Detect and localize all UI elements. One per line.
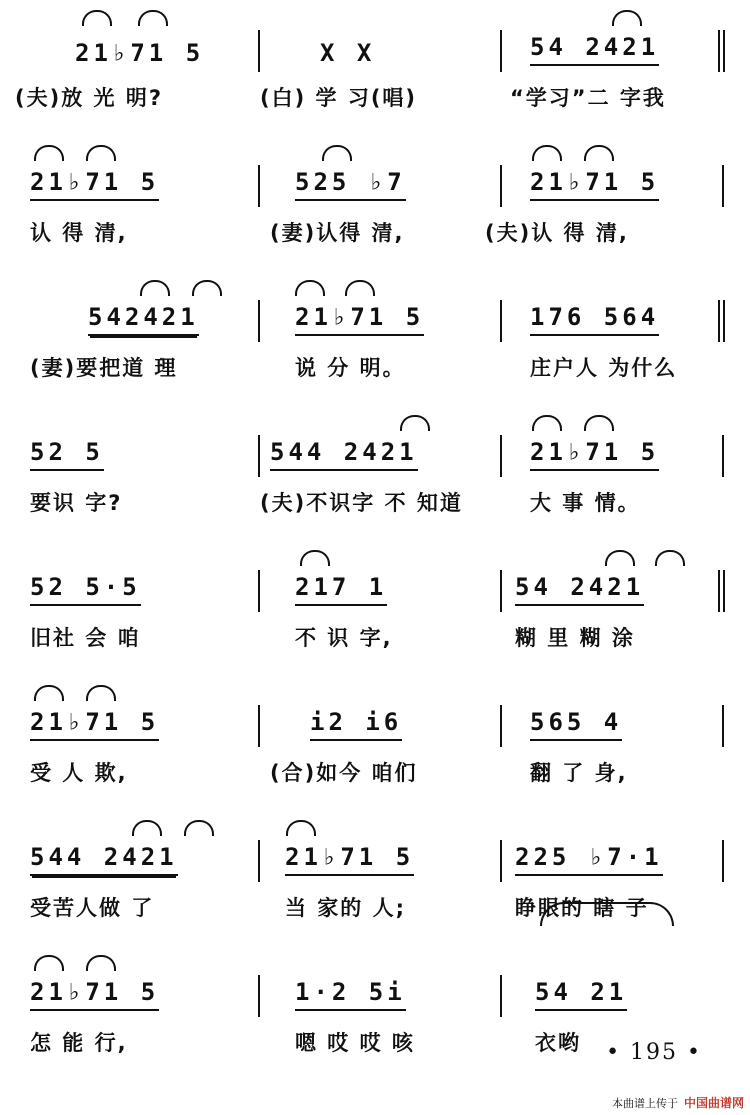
lyric: 旧社 会 咱: [30, 626, 141, 650]
page-number: • 195 •: [606, 1040, 702, 1065]
barline: [500, 975, 502, 1017]
measure: [30, 675, 230, 805]
notes: 54 21: [535, 979, 627, 1011]
watermark: [612, 1094, 744, 1111]
notes: 544 2421: [270, 439, 418, 471]
lyric: 翻 了 身,: [530, 761, 628, 785]
lyric: (夫)认 得 清,: [485, 221, 629, 245]
score-system-1: [0, 0, 750, 130]
notes: 52 5·5: [30, 574, 141, 606]
barline: [722, 435, 724, 477]
score-system-2: [0, 135, 750, 265]
barline: [500, 30, 502, 72]
lyric: 受 人 欺,: [30, 761, 128, 785]
measure: [270, 135, 445, 265]
notes: 21♭71 5: [530, 169, 659, 201]
watermark-text: 本曲谱上传于: [611, 1096, 678, 1110]
notes: i2 i6: [310, 709, 402, 741]
barline: [258, 165, 260, 207]
measure: [285, 810, 445, 940]
barline: [258, 570, 260, 612]
notes: 225 ♭7·1: [515, 844, 663, 876]
measure: [530, 405, 700, 535]
notes: 21♭71 5: [530, 439, 659, 471]
barline: [500, 165, 502, 207]
measure: [30, 810, 230, 940]
notes: 21♭71 5: [30, 169, 159, 201]
lyric: 不 识 字,: [295, 626, 393, 650]
lyric: (白) 学 习(唱): [260, 86, 418, 110]
barline: [718, 300, 720, 342]
measure: [515, 540, 710, 670]
barline: [722, 840, 724, 882]
score-system-4: [0, 405, 750, 535]
measure: [530, 270, 710, 400]
barline: [722, 705, 724, 747]
notes: 21♭71 5: [30, 979, 159, 1011]
barline: [258, 975, 260, 1017]
lyric: 糊 里 糊 涂: [515, 626, 635, 650]
barline: [500, 705, 502, 747]
lyric: 庄户人 为什么: [530, 356, 678, 380]
barline: [258, 30, 260, 72]
measure: [30, 540, 220, 670]
barline: [500, 570, 502, 612]
measure: [260, 0, 450, 130]
measure: [30, 135, 230, 265]
lyric: 嗯 哎 哎 咳: [295, 1031, 415, 1055]
notes: 54 2421: [515, 574, 644, 606]
notes: 217 1: [295, 574, 387, 606]
measure: [510, 0, 710, 130]
barline: [258, 300, 260, 342]
lyric: 受苦人做 了: [30, 896, 155, 920]
lyric: (夫)不识字 不 知道: [260, 491, 463, 515]
notes: 52 5: [30, 439, 104, 471]
barline: [500, 840, 502, 882]
score-system-3: [0, 270, 750, 400]
notes: 542421: [88, 304, 199, 336]
lyric: (合)如今 咱们: [270, 761, 418, 785]
notes: 54 2421: [530, 34, 659, 66]
notes: X X: [320, 39, 376, 67]
notes: 21♭71 5: [295, 304, 424, 336]
notes: 565 4: [530, 709, 622, 741]
barline: [718, 30, 720, 72]
lyric: (夫)放 光 明?: [15, 86, 163, 110]
measure: [270, 675, 450, 805]
score-system-6: [0, 675, 750, 805]
lyric: 怎 能 行,: [30, 1031, 128, 1055]
barline: [500, 435, 502, 477]
score-system-5: [0, 540, 750, 670]
measure: [295, 270, 445, 400]
notes: 544 2421: [30, 844, 178, 876]
lyric: 说 分 明。: [295, 356, 406, 380]
lyric: 当 家的 人;: [285, 896, 407, 920]
measure: [30, 945, 230, 1075]
lyric: 认 得 清,: [30, 221, 128, 245]
barline: [258, 840, 260, 882]
notes: 21♭71 5: [285, 844, 414, 876]
measure: [30, 270, 228, 400]
notes: 525 ♭7: [295, 169, 406, 201]
notes: 21♭71 5: [75, 39, 205, 67]
lyric: (妻)要把道 理: [30, 356, 178, 380]
measure: [260, 405, 470, 535]
notes: 21♭71 5: [30, 709, 159, 741]
lyric: “学习”二 字我: [510, 86, 666, 110]
measure: [295, 945, 445, 1075]
barline: [258, 435, 260, 477]
lyric: 衣哟: [535, 1031, 581, 1055]
measure: [15, 0, 235, 130]
barline: [722, 165, 724, 207]
long-slur-mark: [540, 902, 674, 926]
notes: 1·2 5i: [295, 979, 406, 1011]
measure: [485, 135, 700, 265]
watermark-logo: 中国曲谱网: [683, 1096, 744, 1110]
notes: 176 564: [530, 304, 659, 336]
measure: [530, 675, 680, 805]
barline: [258, 705, 260, 747]
lyric: 大 事 情。: [530, 491, 641, 515]
lyric: 睁眼的 瞎 子: [515, 896, 649, 920]
lyric: 要识 字?: [30, 491, 123, 515]
barline: [500, 300, 502, 342]
measure: [30, 405, 210, 535]
lyric: (妻)认得 清,: [270, 221, 405, 245]
measure: [295, 540, 455, 670]
barline: [718, 570, 720, 612]
